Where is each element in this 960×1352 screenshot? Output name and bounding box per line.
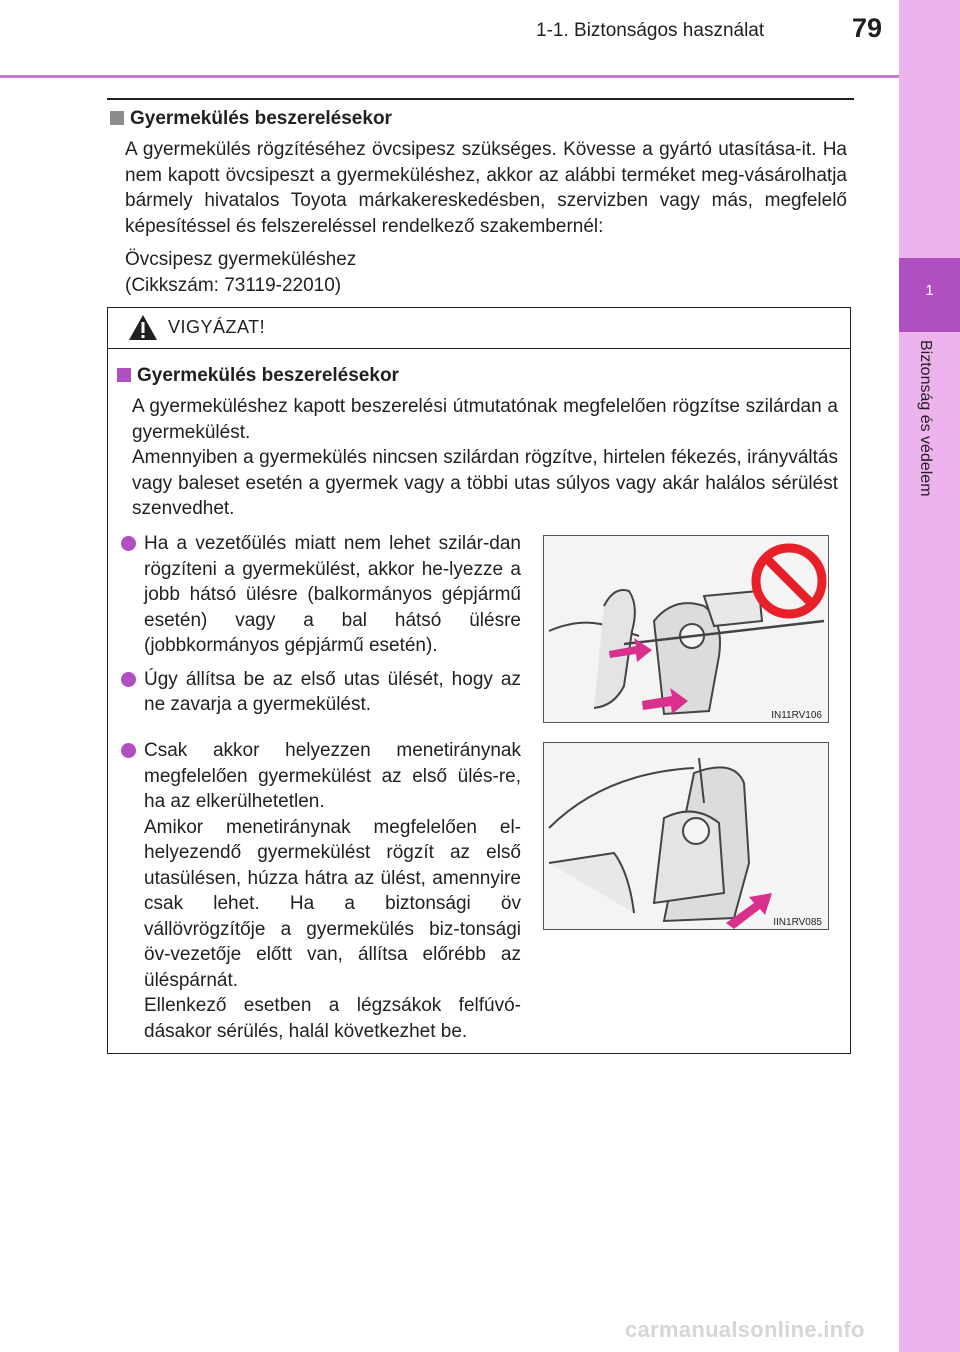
watermark: carmanualsonline.info xyxy=(625,1317,865,1342)
round-bullet-icon xyxy=(121,536,136,551)
bullet-3b-text: Amikor menetiránynak megfelelően el-helyezendő gyermekülést rögzít az első utasülésen, húzza hátra az ülést, amennyire csak lehet. Ha a biztonsági öv vállövrögzítője a gyermekülés biz-tonsági öv-vezetője előtt van, állítsa előrébb az üléspárnát. xyxy=(144,816,521,991)
bullet-2-text: Úgy állítsa be az első utas ülését, hogy az ne zavarja a gyermekülést. xyxy=(144,668,521,715)
caution-paragraphs xyxy=(132,394,838,522)
chapter-title: Biztonság és védelem xyxy=(917,340,934,497)
bullet-3c-text: Ellenkező esetben a légzsákok felfúvó-dásakor sérülés, halál következhet be. xyxy=(144,995,521,1042)
chapter-side-tab xyxy=(899,0,960,1352)
section-rule xyxy=(107,98,854,100)
round-bullet-icon xyxy=(121,743,136,758)
car-seat-illustration-1 xyxy=(544,536,829,723)
car-seat-illustration-2 xyxy=(544,743,829,930)
intro-heading-text: Gyermekülés beszerelésekor xyxy=(130,108,392,129)
warning-triangle-icon xyxy=(128,314,158,341)
caution-bullets-top xyxy=(121,531,521,726)
bullet-3a-text: Csak akkor helyezzen menetiránynak megfelelően gyermekülést az első ülés-re, ha az elkerülhetetlen. xyxy=(144,740,521,812)
bullet-1-text: Ha a vezetőülés miatt nem lehet szilár-dan rögzíteni a gyermekülést, akkor he-lyezze a jobb hátsó ülésre (balkormányos gépjármű esetén) vagy a bal hátsó ülésre (jobbkormányos gépjármű esetén). xyxy=(144,533,521,656)
caution-subheading-text: Gyermekülés beszerelésekor xyxy=(137,365,399,386)
caution-bullet-2 xyxy=(121,667,521,718)
page-number: 79 xyxy=(852,13,883,43)
caution-bullet-1 xyxy=(121,531,521,659)
caution-paragraph-2: Amennyiben a gyermekülés nincsen szilárdan rögzítve, hirtelen fékezés, irányváltás vagy baleset esetén a gyermek vagy a többi utas súlyos vagy akár halálos sérülést szenvedhet. xyxy=(132,447,838,519)
product-name: Övcsipesz gyermeküléshez xyxy=(125,249,357,270)
illustration-front-seat-child xyxy=(543,742,829,930)
caution-header xyxy=(108,308,850,349)
illustration-rear-seat-prohibited xyxy=(543,535,829,723)
section-title: 1-1. Biztonságos használat xyxy=(536,20,765,41)
caution-paragraph-1: A gyermeküléshez kapott beszerelési útmutatónak megfelelően rögzítse szilárdan a gyermekülést. xyxy=(132,396,838,443)
part-number: (Cikkszám: 73119-22010) xyxy=(125,274,342,296)
chapter-number: 1 xyxy=(925,282,934,299)
caution-bullet-3-block xyxy=(121,738,521,1044)
caution-subheading xyxy=(117,365,399,387)
caution-box xyxy=(107,307,851,1054)
caution-title: VIGYÁZAT! xyxy=(168,317,266,337)
intro-paragraph: A gyermekülés rögzítéséhez övcsipesz szükséges. Kövesse a gyártó utasítása-it. Ha nem kapott övcsipeszt a gyermeküléshez, akkor az alábbi terméket meg-vásárolhatja bármely hivatalos Toyota márkakereskedésben, szervizben vagy más, megfelelő képesítéssel és felszereléssel rendelkező szakembernél: xyxy=(125,139,847,237)
intro-body xyxy=(125,137,847,298)
header-divider xyxy=(0,75,900,78)
round-bullet-icon xyxy=(121,672,136,687)
square-bullet-icon xyxy=(110,111,124,125)
illustration-1-code: IN11RV106 xyxy=(771,710,822,721)
caution-bullet-3 xyxy=(121,738,521,1052)
intro-heading xyxy=(110,108,392,130)
illustration-2-code: IIN1RV085 xyxy=(773,917,822,928)
square-bullet-icon xyxy=(117,368,131,382)
